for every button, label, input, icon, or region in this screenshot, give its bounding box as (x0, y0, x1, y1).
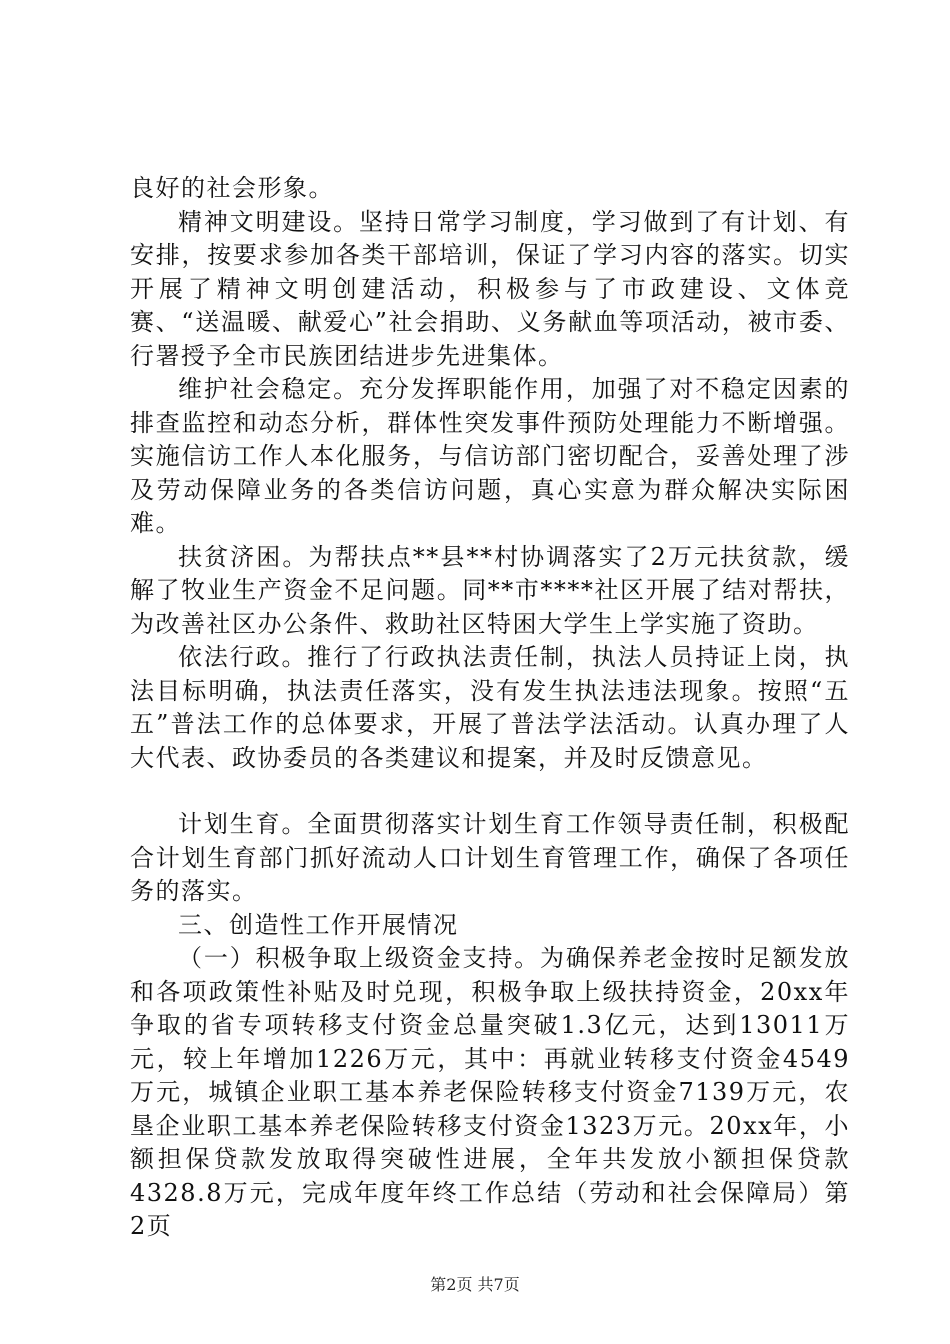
paragraph-family-planning: 计划生育。全面贯彻落实计划生育工作领导责任制，积极配合计划生育部门抓好流动人口计划生育管理工作，确保了各项任务的落实。 (130, 810, 850, 905)
paragraph-funding-support: （一）积极争取上级资金支持。为确保养老金按时足额发放和各项政策性补贴及时兑现，积极争取上级扶持资金，20xx年争取的省专项转移支付资金总量突破1.3亿元，达到13011万元，较上年增加1226万元，其中：再就业转移支付资金4549万元，城镇企业职工基本养老保险转移支付资金7139万元，农垦企业职工基本养老保险转移支付资金1323万元。20xx年，小额担保贷款发放取得突破性进展，全年共发放小额担保贷款4328.8万元，完成年度年终工作总结（劳动和社会保障局）第2页 (130, 944, 850, 1240)
paragraph-continuation: 良好的社会形象。 (130, 174, 334, 202)
document-body (130, 172, 850, 1244)
paragraph-social-stability: 维护社会稳定。充分发挥职能作用，加强了对不稳定因素的排查监控和动态分析，群体性突发事件预防处理能力不断增强。实施信访工作人本化服务，与信访部门密切配合，妥善处理了涉及劳动保障业务的各类信访问题，真心实意为群众解决实际困难。 (130, 375, 850, 537)
paragraph-poverty-relief: 扶贫济困。为帮扶点**县**村协调落实了2万元扶贫款，缓解了牧业生产资金不足问题。同**市****社区开展了结对帮扶，为改善社区办公条件、救助社区特困大学生上学实施了资助。 (130, 542, 850, 638)
paragraph-law-administration: 依法行政。推行了行政执法责任制，执法人员持证上岗，执法目标明确，执法责任落实，没有发生执法违法现象。按照“五五”普法工作的总体要求，开展了普法学法活动。认真办理了人大代表、政协委员的各类建议和提案，并及时反馈意见。 (130, 643, 850, 772)
page-footer: 第2页 共7页 (430, 1275, 520, 1294)
paragraph-spiritual-civilization: 精神文明建设。坚持日常学习制度，学习做到了有计划、有安排，按要求参加各类干部培训，保证了学习内容的落实。切实开展了精神文明创建活动，积极参与了市政建设、文体竞赛、“送温暖、献爱心”社会捐助、义务献血等项活动，被市委、行署授予全市民族团结进步先进集体。 (130, 207, 850, 370)
section-heading-creative-work: 三、创造性工作开展情况 (178, 910, 459, 939)
